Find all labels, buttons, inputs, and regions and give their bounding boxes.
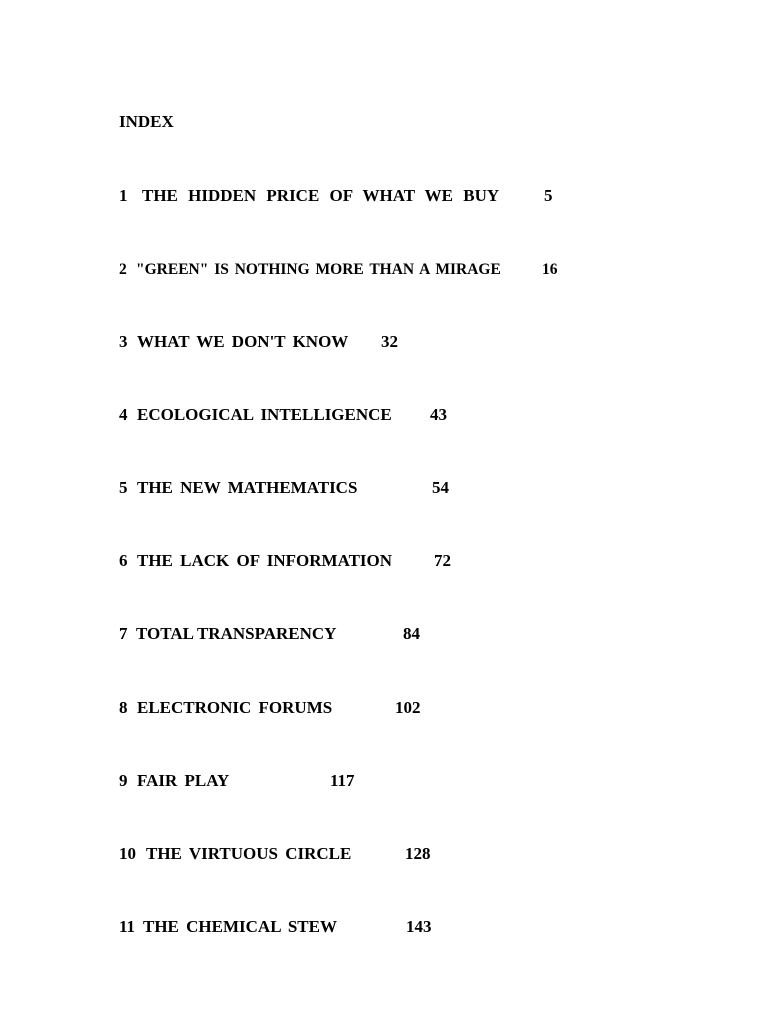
entry-page: 43: [430, 405, 447, 424]
entry-number: 6: [119, 551, 128, 570]
entry-number: 4: [119, 405, 128, 424]
entry-page: 128: [405, 844, 431, 863]
entry-number: 1: [119, 186, 128, 205]
index-heading: INDEX: [119, 112, 174, 131]
entry-page: 32: [381, 332, 398, 351]
entry-number: 3: [119, 332, 128, 351]
entry-page: 84: [403, 624, 420, 643]
entry-number: 2: [119, 261, 127, 278]
entry-title: "GREEN" IS NOTHING MORE THAN A MIRAGE: [136, 261, 501, 278]
entry-title: TOTAL TRANSPARENCY: [136, 624, 337, 643]
entry-page: 143: [406, 917, 432, 936]
entry-number: 5: [119, 478, 128, 497]
entry-page: 72: [434, 551, 451, 570]
entry-title: THE VIRTUOUS CIRCLE: [146, 844, 352, 863]
entry-number: 11: [119, 917, 136, 936]
entry-number: 8: [119, 698, 128, 717]
entry-number: 10: [119, 844, 136, 863]
entry-number: 7: [119, 624, 128, 643]
entry-number: 9: [119, 771, 128, 790]
entry-page: 16: [542, 261, 558, 278]
entry-title: THE HIDDEN PRICE OF WHAT WE BUY: [142, 186, 500, 205]
entry-title: THE LACK OF INFORMATION: [137, 551, 393, 570]
entry-title: WHAT WE DON'T KNOW: [137, 332, 349, 351]
entry-title: FAIR PLAY: [137, 771, 230, 790]
entry-page: 102: [395, 698, 421, 717]
entry-title: ECOLOGICAL INTELLIGENCE: [137, 405, 392, 424]
entry-title: ELECTRONIC FORUMS: [137, 698, 333, 717]
entry-title: THE CHEMICAL STEW: [143, 917, 337, 936]
entry-title: THE NEW MATHEMATICS: [137, 478, 358, 497]
entry-page: 5: [544, 186, 553, 205]
entry-page: 54: [432, 478, 449, 497]
entry-page: 117: [330, 771, 355, 790]
